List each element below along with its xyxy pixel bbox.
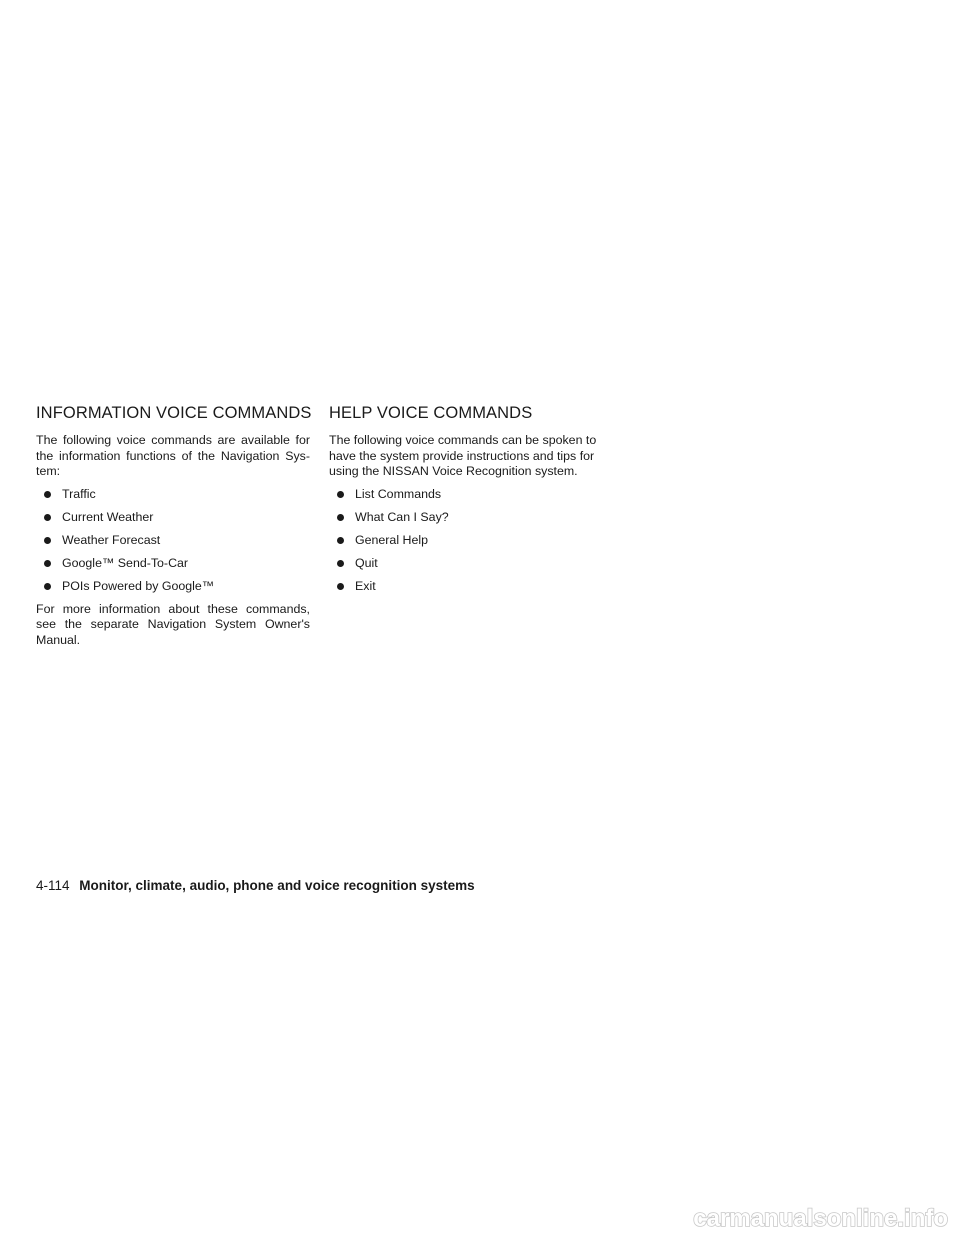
command-list [329,487,603,595]
list-item-label: POIs Powered by Google™ [62,578,215,593]
list-item [329,510,603,526]
bullet-icon [337,537,344,544]
page-footer [36,877,475,895]
bullet-icon [44,491,51,498]
command-list [36,487,310,595]
list-item [36,556,310,572]
list-item-label: Quit [355,555,378,570]
chapter-title: Monitor, climate, audio, phone and voice recognition systems [79,878,475,893]
list-item-label: List Commands [355,486,442,501]
list-item-label: General Help [355,532,429,547]
outro-paragraph: For more information about these commands, see the separate Navigation System Owner's Manual. [36,601,310,647]
page-number: 4-114 [36,878,70,893]
bullet-icon [44,583,51,590]
bullet-icon [44,560,51,567]
list-item [36,487,310,503]
watermark-text: carmanualsonline.info [693,1205,948,1232]
list-item-label: Weather Forecast [62,532,161,547]
bullet-icon [337,514,344,521]
bullet-icon [44,537,51,544]
list-item [329,579,603,595]
bullet-icon [337,583,344,590]
intro-paragraph: The following voice commands can be spoken to have the system provide instructions and tips for using the NISSAN Voice Recognition system. [329,433,597,479]
section-heading: INFORMATION VOICE COMMANDS [36,404,312,422]
list-item-label: Traffic [62,486,96,501]
list-item [329,556,603,572]
list-item [36,533,310,549]
list-item [329,487,603,503]
list-item-label: Google™ Send-To-Car [62,555,189,570]
list-item-label: Exit [355,578,376,593]
information-voice-commands-section [36,404,310,648]
intro-paragraph: The following voice commands are available for the information functions of the Navigation Sys-tem: [36,433,310,479]
list-item-label: What Can I Say? [355,509,449,524]
help-voice-commands-section [329,404,603,602]
bullet-icon [337,560,344,567]
list-item [329,533,603,549]
section-heading: HELP VOICE COMMANDS [329,404,533,422]
bullet-icon [337,491,344,498]
bullet-icon [44,514,51,521]
watermark-logo [650,1196,950,1236]
list-item-label: Current Weather [62,509,154,524]
list-item [36,510,310,526]
list-item [36,579,310,595]
